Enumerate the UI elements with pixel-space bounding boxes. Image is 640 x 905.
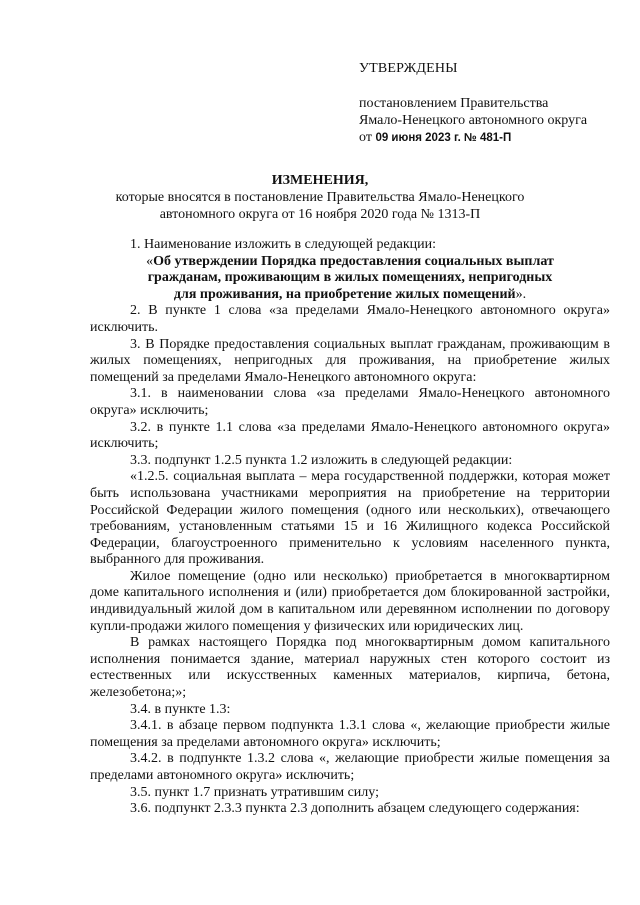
paragraph-1-new-title [90,254,610,304]
approval-date [359,129,629,147]
paragraph-3-3-quote-1: «1.2.5. социальная выплата – мера государственной поддержки, которая может быть использована участниками мероприятия на приобретение на территории Российской Федерации жилого помещения (одного или нескольких), отвечающего требованиям, установленным статьями 15 и 16 Жилищного кодекса Российской Федерации, благоустроенного применительно к условиям населенного пункта, выбранного для проживания. [90,469,610,568]
paragraph-3-3-quote-3: В рамках настоящего Порядка под многоквартирным домом капитального исполнения понимается здание, материал наружных стен которого состоит из естественных или искусственных каменных материалов, кирпича, бетона, железобетона;»; [90,635,610,701]
approval-stamp [359,60,629,147]
approval-line-2: Ямало-Ненецкого автономного округа [359,113,588,128]
approval-line-1: постановлением Правительства [359,96,549,111]
paragraph-3-4-1: 3.4.1. в абзаце первом подпункта 1.3.1 слова «, желающие приобрести жилые помещения за пределами автономного округа» исключить; [90,718,610,750]
new-title-line-1: Об утверждении Порядка предоставления социальных выплат [153,253,554,269]
new-title-line-3: для проживания, на приобретение жилых помещений [173,286,516,302]
approval-label: УТВЕРЖДЕНЫ [359,61,458,76]
new-title-line-2: гражданам, проживающим в жилых помещениях, непригодных [147,270,553,286]
document-body [90,237,610,818]
paragraph-3-3-quote-2: Жилое помещение (одно или несколько) приобретается в многоквартирном доме капитального исполнения и (или) приобретается дом блокированной застройки, индивидуальный жилой дом в капитальном или деревянном исполнении по договору купли-продажи жилого помещения у физических или юридических лиц. [90,568,610,634]
new-title-close-quote: ». [515,286,527,302]
document-title: ИЗМЕНЕНИЯ, [271,173,369,188]
paragraph-3-6: 3.6. подпункт 2.3.3 пункта 2.3 дополнить абзацем следующего содержания: [130,801,580,817]
paragraph-3-5: 3.5. пункт 1.7 признать утратившим силу; [130,784,379,800]
paragraph-3-4-2: 3.4.2. в подпункте 1.3.2 слова «, желающие приобрести жилые помещения за пределами автономного округа» исключить; [90,751,610,783]
paragraph-1: 1. Наименование изложить в следующей редакции: [130,237,436,252]
approval-date-value: 09 июня 2023 г. № 481-П [375,132,512,144]
document-subtitle-line-2: автономного округа от 16 ноября 2020 года № 1313-П [159,207,481,222]
paragraph-2: 2. В пункте 1 слова «за пределами Ямало-Ненецкого автономного округа» исключить. [90,303,610,335]
paragraph-3-4: 3.4. в пункте 1.3: [130,701,231,717]
paragraph-3: 3. В Порядке предоставления социальных выплат гражданам, проживающим в жилых помещениях, непригодных для проживания, на приобретение жилых помещений за пределами Ямало-Ненецкого автономного округа: [90,336,610,385]
approval-date-prefix: от [359,130,372,145]
paragraph-3-1: 3.1. в наименовании слова «за пределами Ямало-Ненецкого автономного округа» исключить; [90,386,610,418]
paragraph-3-3: 3.3. подпункт 1.2.5 пункта 1.2 изложить в следующей редакции: [130,452,513,468]
document-subtitle-line-1: которые вносятся в постановление Правительства Ямало-Ненецкого [115,190,525,205]
paragraph-3-2: 3.2. в пункте 1.1 слова «за пределами Ямало-Ненецкого автономного округа» исключить; [90,419,610,452]
new-title-open-quote: « [146,253,154,269]
document-heading [90,172,550,223]
